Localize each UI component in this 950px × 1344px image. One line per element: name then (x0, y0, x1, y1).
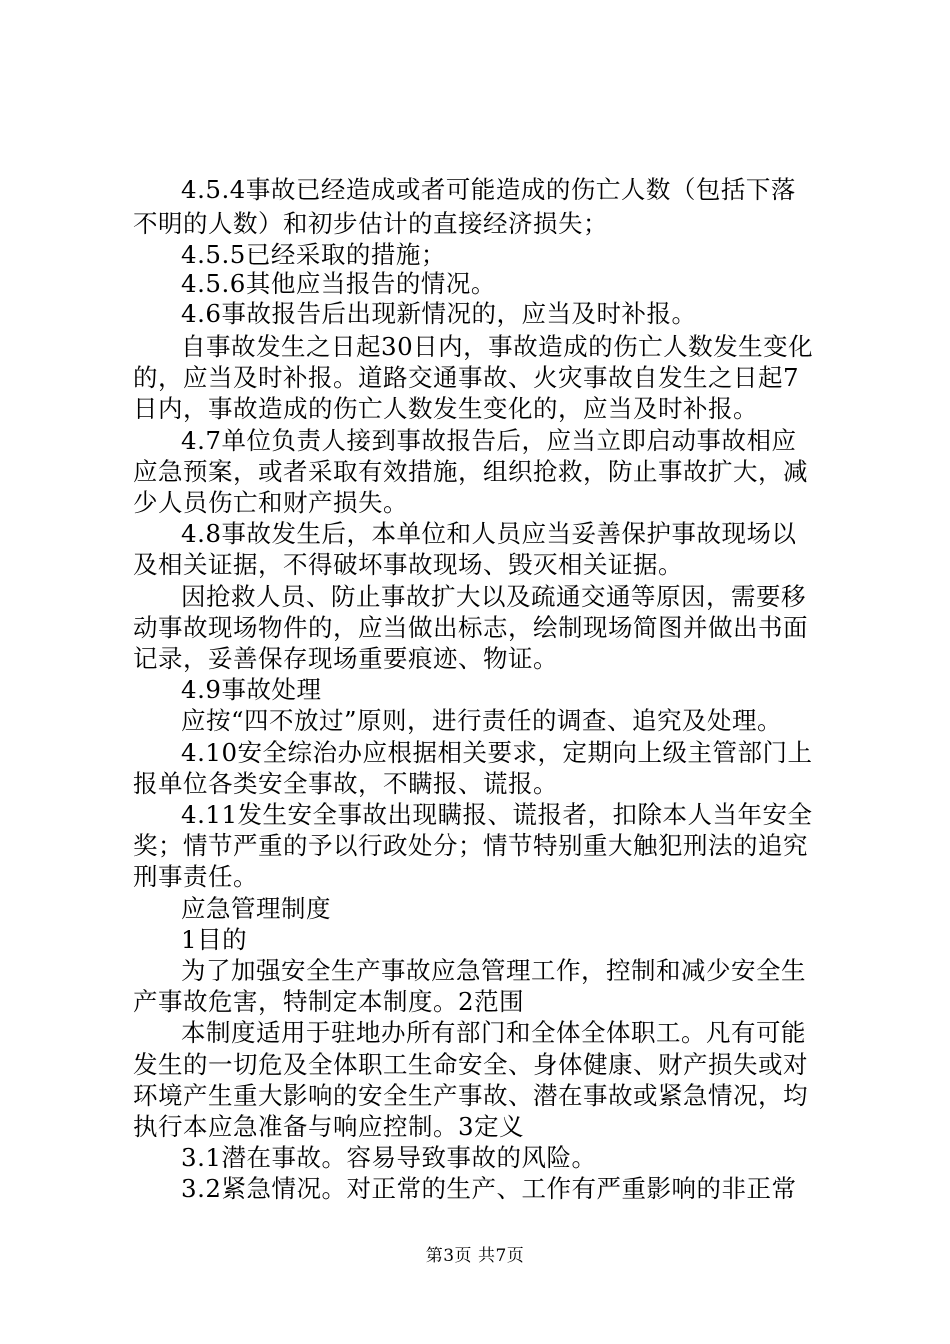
text-line: 日内，事故造成的伤亡人数发生变化的，应当及时补报。 (133, 394, 758, 423)
text-line: 4.5.6其他应当报告的情况。 (181, 269, 496, 298)
text-line: 及相关证据，不得破坏事故现场、毁灭相关证据。 (133, 550, 683, 579)
text-line: 不明的人数）和初步估计的直接经济损失； (133, 209, 608, 238)
text-line: 报单位各类安全事故，不瞒报、谎报。 (133, 769, 558, 798)
text-line: 奖；情节严重的予以行政处分；情节特别重大触犯刑法的追究 (133, 831, 808, 860)
text-line: 3.2紧急情况。对正常的生产、工作有严重影响的非正常 (181, 1174, 797, 1203)
text-line: 因抢救人员、防止事故扩大以及疏通交通等原因，需要移 (181, 582, 806, 611)
text-line: 应按“四不放过”原则，进行责任的调查、追究及处理。 (181, 706, 783, 735)
text-line: 4.7单位负责人接到事故报告后，应当立即启动事故相应 (181, 426, 797, 455)
text-line: 4.5.4事故已经造成或者可能造成的伤亡人数（包括下落 (181, 175, 796, 204)
text-line: 记录，妥善保存现场重要痕迹、物证。 (133, 644, 558, 673)
text-line: 4.6事故报告后出现新情况的，应当及时补报。 (181, 299, 697, 328)
text-line: 3.1潜在事故。容易导致事故的风险。 (181, 1143, 597, 1172)
text-line: 动事故现场物件的，应当做出标志，绘制现场简图并做出书面 (133, 613, 808, 642)
text-line: 应急预案，或者采取有效措施，组织抢救，防止事故扩大，减 (133, 457, 808, 486)
section-heading: 应急管理制度 (181, 894, 331, 923)
text-line: 为了加强安全生产事故应急管理工作，控制和减少安全生 (181, 956, 806, 985)
text-line: 发生的一切危及全体职工生命安全、身体健康、财产损失或对 (133, 1050, 808, 1079)
text-line: 4.5.5已经采取的措施； (181, 240, 446, 269)
text-line: 本制度适用于驻地办所有部门和全体全体职工。凡有可能 (181, 1018, 806, 1047)
text-line: 刑事责任。 (133, 862, 258, 891)
text-line: 的，应当及时补报。道路交通事故、火灾事故自发生之日起7 (133, 363, 800, 392)
text-line: 4.11发生安全事故出现瞒报、谎报者，扣除本人当年安全 (181, 800, 813, 829)
text-line: 4.8事故发生后，本单位和人员应当妥善保护事故现场以 (181, 519, 797, 548)
text-line: 4.9事故处理 (181, 675, 322, 704)
page-number: 第3页 共7页 (425, 1246, 525, 1266)
text-line: 1目的 (181, 925, 248, 954)
text-line: 产事故危害，特制定本制度。2范围 (133, 987, 525, 1016)
text-line: 环境产生重大影响的安全生产事故、潜在事故或紧急情况，均 (133, 1081, 808, 1110)
text-line: 少人员伤亡和财产损失。 (133, 488, 408, 517)
text-line: 自事故发生之日起30日内，事故造成的伤亡人数发生变化 (181, 332, 814, 361)
text-line: 4.10安全综治办应根据相关要求，定期向上级主管部门上 (181, 738, 813, 767)
text-line: 执行本应急准备与响应控制。3定义 (133, 1112, 525, 1141)
